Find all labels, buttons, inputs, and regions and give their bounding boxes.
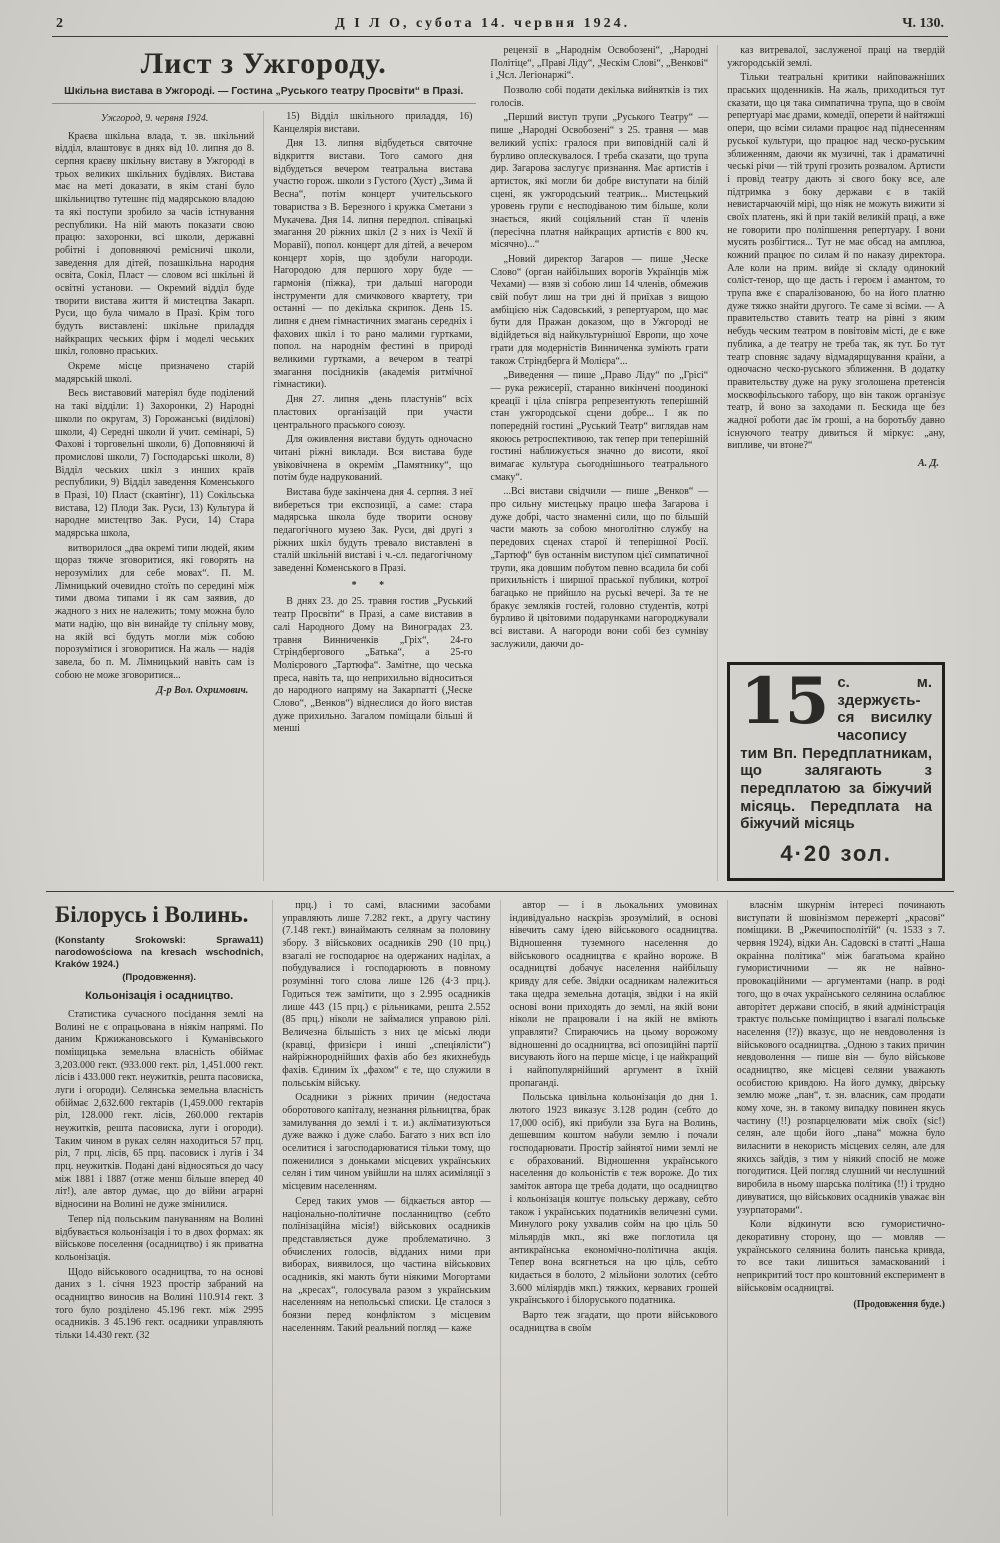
paragraph: Дня 13. липня відбудеться святочне відкриття вистави. Того самого дня відбудеться вечером театральна вистава участю горож. школи з Густого (Хуст) „Зима й Весна“, потім концерт учительського товариства з В. Березного і кружка Сметани з Мукачева. Дня 14. липня передпол. співацькі змагання 20 ріжних шкіл (2 з них із Чехії й Моравії), попол. концерт для дітей, а вечером концерт хорів, що здобули нагороди. Нагородою для першого хору буде — гармонія (піжка), три дальші нагороди інструменти для смичкового квартету, три останні — по декілька скрипок. День 15. липня є днем гімнастичних змагань середніх і фахових шкіл і то рано малими гуртками, попол. на народнім фестині в природі великими гуртками, а вечером в театрі змагання посідників (академія ритмічної гімнастики). [273, 138, 473, 391]
column-1-text [55, 131, 254, 683]
paragraph: Весь виставовий матеріял буде поділений на такі відділи: 1) Захоронки, 2) Народні школи по округам, 3) Горожанські (виділові) школи, 4) Середні школи й учит. семінарі, 5) Фахові і торговельні школи, 6) Доповняючі й промислові школи, 7) Господарські школи, 8) Відділ чеських шкіл з инших країв республики, 9) Відділ заведення Коменського в Празі, 10) Пласт (скавтінг), 11) Сокільська вистава, 12) Плоди Зак. Руси, 13) Культура й народне мистецтво Зак. Руси, 14) Стара мадярська школа, [55, 388, 255, 539]
paragraph: Для оживлення вистави будуть одночасно читані ріжні виклади. Вся вистава буде увіковічнена в окремім „Памятнику“, що потім буде надрукований. [273, 434, 473, 484]
paragraph: Тільки театральні критики найповажніших праських щоденників. На жаль, приходиться тут сказати, що ця така симпатична трупа, що в своїм репертуарі має драми, комедії, оперети й найтяжші опери, що всіми силами працює над піднесенням руської культури, що працює над ческо-руським зближенням, даючи як музичні, так і драматичні чеські річи — тій трупі грозить розвалом. Артисти і провід театру дають зі свого боку все, але підтримка з боку держави є в такій невистарчаючій мірі, що ніяк не можуть вижити зі своїх платень, які й при такій великій праці, а вже не говорити про поліпшення репертуару. І вони мусять розбігтися... Тут не має обсад на амплюа, кожний працює по силам й по наказу директора. Але коли на прим. вийде зі складу одинокий соліст-тенор, що ще дасть і героєм і амантом, то трупа вже є спаралізованою, бо на його платню дуже тяжко знайти другого. Те саме зі всіми. — А правительство ставить театр на рівні з яким небудь ческим театром в повітовім місті, де є вже публика, а де театру не треба так, як тут. Бо тут театр сповняє задачу відмадярщування країни, а одночасно ческо-руського зближення. В додатку правительству дуже на руку зголошена претенсія москвофільського табору, що він також організує театр, й воно за заходами п. Бескида ще без жадної роботи дає їм гроші, а на боротьбу давно існуючого театру дивиться й міркує: „ану, випливе, чи втоне?“ [727, 72, 945, 452]
paragraph: Польська цивільна кольонізація до дня 1. лютого 1923 виказує 3.128 родин (себто до 17,000 осіб), які прибули зза Буга на Волинь, дешевшим коштом набули землю і почали господарювати. Простір зайнятої ними землі не є обрахований. Відношення українського населення до кольоністів є теж вороже. До тих заміток автора ще треба додати, що осадництво і кольонізація коштує польську державу, себто також і українських податників величезні суми. Минулого року ухвалив сойм на цю ціль 50 мільярдів мкп., які вже поглотила ця антикраїнська економічно-політична акція. Тепер вона всягнеться на цю ціль, себто кидається в болото, 2 мільйони золотих (себто 3.600 міліярдів мкп.) тяжких, кервавих грошей українського і білоруського податника. [509, 1092, 718, 1307]
paragraph: Вистава буде закінчена дня 4. серпня. З неї вибереться три експозиції, а саме: стара мадярська школа буде творити основу педагогічного музею Зак. Руси, дві другі з ріжних шкіл будуть тревало виставлені в сталій шкільній виставі і ч.-сл. педагогічному заведенні Коменського в Празі. [273, 486, 473, 575]
volyn-ending-note: (Продовження буде.) [853, 1299, 945, 1311]
signature-okhrymovych: Д-р Вол. Охримович. [156, 685, 249, 697]
page-header [52, 16, 948, 37]
volyn-column-4-text [737, 900, 945, 1295]
paragraph: прц.) і то самі, власними засобами управляють лише 7.282 гект., а другу частину (7.148 гект.) винаймають селянам за половину збору. З військових осадників 290 (10 прц.) взагалі не господарює на одержаних наділах, а побудувалися і господарюють в повному розумінні того слова лише 126 (4·3 прц.). Годиться теж замітити, що з 2.995 осадників лише 443 (15 прц.) є рільниками, решта 2.552 (85 прц.) ніколи не займалися управою рілі. Величезна більшість з них це міські люди (кравці, фризієри і инші „спеціялісти“) найріжнороднійших фахів або без якихнебудь фахів. Єдиним їх „фахом“ є те, що служили в польськім війську. [282, 900, 491, 1089]
paragraph: Осадники з ріжних причин (недостача оборотового капіталу, незнання рільництва, брак замилування до землі і т. и.) аклїматизуються дуже важко і дуже слабо. Багато з них всп іло оселитися і загосподарюватися тільки тому, що поженилися з доньками місцевих українських селян і тим чином увійшли на шлях асиміляції з місцевим населенням. [282, 1092, 491, 1193]
article-uzhhorod [46, 45, 954, 881]
paragraph: каз витревалої, заслуженої праці на твердій ужгородській землі. [727, 45, 945, 69]
paragraph: В днях 23. до 25. травня гостив „Руський театр Просвіти“ в Празі, а саме виставив в салі Народного Дому на Виноградах 23. травня Винниченків „Гріх“, 24-го Стріндбергового „Батька“, а 25-го Молієрового „Тартюфа“. Замітне, що чеська преса, навіть та, що неприхильно відноситься до народного напряму на Закарпатті („Ческе Слово“, „Венков“) віднеслися до його вистав дуже прихильно. Загалом поміщали більші й менші [273, 596, 473, 735]
volyn-column-1 [46, 900, 272, 1516]
paragraph: Краєва шкільна влада, т. зв. шкільний відділ, влаштовує в днях від 10. липня до 8. серпня краєву шкільну виставу в Ужгороді в трьох великих шкільних будівлях. Вистава має на меті доказати, в якім стані було шкільництво тутешнє під мадярською владою та які поступи зробило за часів істнування республики. На ній мають показати свою працю: захоронки, всі школи, державні робітні і доповняючі ремісничі школи, заведення для дітей, позашкільна народня освіта, Сокіл, Пласт — словом всі шкільні й освітні установи. — Окремий відділ буде творити вистава життя й мистецтва Закарп. Руси, що була чимало в Празі. Крім того будуть виставлені: шкільне приладдя найкращих чеських фірм і моделі чеських шкіл, головно праських. [55, 130, 255, 358]
volyn-column-3-text [510, 900, 718, 1335]
paragraph: Статистика сучасного посідання землі на Волині не є опрацьована в ніякім напрямі. По даним Кржижановського і Куманівського поміщицька земельна власність обіймає 3,203.000 гект. (933.000 гект. ріл, 1,451.000 гект. лісів і 433.000 гект. неужитків, решта пасовиска, луги і огороди). Селянська земельна власність обіймає 2,632.600 гектарів (1,459.000 гектарів ріл, 128.000 гект. лісів, 260.000 гектарів неужитків, решта пасовиска, луги і огороди). Таким чином в руках селян находиться 57 прц. ріл, 7 прц. лісів, 65 прц. пасовиск і лугів і 34 прц. неужитків. Подані дані відносяться до часу між 1881 і 1887 (отже менш більше вперед 40 літ!), але автор думає, що до війни аграрні відносини на Волині не дуже змінилися. [55, 1008, 264, 1211]
section-divider-stars: * * [351, 579, 395, 591]
paragraph: 15) Відділ шкільного приладдя, 16) Канцелярія вистави. [273, 111, 473, 135]
paragraph: Окреме місце призначено старій мадярській школі. [55, 361, 255, 385]
column-4 [717, 45, 954, 881]
article-title: Лист з Ужгороду. [140, 47, 387, 80]
subscription-date-number: 15 [740, 663, 830, 739]
page-number: 2 [56, 16, 63, 31]
subscription-notice-text: с. м. здержується висилку часопису тим Вп. Передплатникам, що залягають з передплатою за біжучий місяць. Передплата на біжучий місяць [740, 673, 932, 833]
paragraph: витворилося „два окремі типи людей, яким щораз тяжче зговоритися, які говорять на нерозумілих для себе мовах“. П. М. Лімницький очевидно стоїть по середині між тими двома типами і як сам заявив, до жадного з них не належить; тому можна було мати надію, що він винайде ту спільну мову, на якій всі будуть могли між собою порозумітися і зговоритися. На жаль — надія завела, бо п. М. Лімницький навіть сам із собою не може зговоритися... [55, 542, 255, 681]
volyn-section-heading: Кольонізація і осадництво. [85, 989, 234, 1002]
volyn-column-4 [727, 900, 954, 1516]
article-volyn [46, 891, 954, 1516]
volyn-continuation-note: (Продовження). [122, 971, 196, 983]
article-uzhhorod-columns-left [46, 111, 482, 881]
volyn-column-2-text [282, 900, 490, 1335]
paragraph: автор — і в льокальних умовинах індивідуально наскрізь зрозумілий, в основі нівечить саму ідею військового осадництва. Відношення туземного населення до військового осадництва є крайно вороже. В осадництві добачує населення найбільшу кривду для себе. Звідки осадникам належиться така щедра земельна дотація, звідки і на якій основі вони приходять до землі, на якій вони ніколи не працювали і на якій не вміють управляти? Спираючись на цьому ворожому відношенні до осадництва, всі опозиційні партії висувають його на перше місце, і це найкращий і найпопулярнійший аргумент в їхній пропаганді. [509, 900, 718, 1089]
paragraph: Дня 27. липня „день пластунів“ всіх пластових організацій при участи центрального праського союзу. [273, 394, 473, 431]
paragraph: власнім шкурнім інтересі починають виступати й шовінізмом пережерті „красові“ поміщики. В „Ржечипосполітїй“ (ч. 1533 з 7. червня 1924), відки Ан. Садовскі в статті „Наша окраінна політика“ між багатьома крайно гумористичними — як не наївно-провокаційними — аргументами (напр. в роді того, що в очах українського селянина ослаблює авторітет держави спосіб, в який адміністрація трактує польське поміщицтво і взагалі польське населення (!?)) вказує, що не невдоволення із військового осадництва. „Одною з таких причин невдоволення — пише він — було військове осадництво, яке місцеві селяни уважають особистою кривдою. На його думку, двірську землю може „пан“, т. зн. власник, сам продати кому хоче, зн. в такому випадку повинен якусь частину (!!) розпарцелювати між своїх (sic!) селян, але щоби його „пана“ можна було виласнити в некористь місцевих селян, але для якихсь зайдів, з тим у ніякий спосіб не може погодитися. Цей погляд слушний чи неслушний виробила в ньому шарська політика (!!) і трудно дивуватися, що військових осадників уважає він узурпаторами“. [736, 900, 945, 1216]
column-3-text [491, 45, 709, 651]
volyn-source-note [55, 935, 263, 971]
paragraph: рецензії в „Народнім Освобозені“, „Народні Політіце“, „Праві Ліду“, „Ческім Слові“, „Венкові“ і „Чсл. Легіонаржі“. [490, 45, 709, 82]
masthead-title: Д І Л О, субота 14. червня 1924. [335, 16, 631, 31]
volyn-source-text: (Konstanty Srokowski: Sprawa narodowościowa na kresach wschodnich, Kraków 1924.) [55, 935, 264, 970]
column-2 [263, 111, 481, 881]
column-1 [46, 111, 263, 881]
paragraph: Щодо військового осадництва, то на основі даних з 1. січня 1923 простір забраний на осадництво виносив на Волині 110.914 гект. З того було розділено 45.196 гект. між 2995 осадників. З 45.196 гект. осадники управляють тільки 14.430 гект. (32 [55, 1266, 264, 1342]
volyn-title: Білорусь і Волинь. [55, 902, 249, 927]
volyn-part-number: 11) [250, 935, 264, 947]
paragraph: Варто теж згадати, що проти військового осадництва в своїм [509, 1310, 718, 1334]
paragraph: Тепер під польським пануванням на Волині відбувається кольонізація і то в двох формах: як військове поселення (осадництво) і як приватна кольонізація. [55, 1213, 264, 1263]
paragraph: ...Всі вистави свідчили — пише „Венков“ — про сильну мистецьку працю шефа Загарова і дуже добрі, часто знаменні сили, що по більшій части мають за собою многолітню службу на передових сценах старої й теперішної Росії. „Тартюф“ був останнім виступом цієї симпатичної трупи, яка довшим побутом певно всадила би собі прихильність і ширшої праської публики, котрої багацько не прийшло на руські вечері. За те не бракує земляків гостей, головно студентів, котрі бурливо й цвітовими подарунками нагороджували всі вистави. А нагороди вони собі без сумніву заслужили, даючи до- [490, 486, 709, 650]
paragraph: Позволю собі подати декілька вийнятків із тих голосів. [490, 85, 709, 109]
volyn-column-3 [500, 900, 727, 1516]
paragraph: „Перший виступ трупи „Руського Театру“ — пише „Народні Освобозені“ з 25. травня — мав великий успіх: гралося при виповідній салі й бурливо оплескувалося. І треба сказати, що трупа дир. Загарова заслугує признання. Має артистів і артисток, які могли би добре виступати на білій сцені, як ужгородський театрик... Мистецький уровень групи є несподіваною тим більше, коли знається, який соціяльний стан її членів (пересічна платня найкращих артистів є 800 кч. місячно)...“ [490, 112, 709, 251]
subscription-notice-box [727, 662, 945, 881]
issue-number: Ч. 130. [902, 16, 944, 31]
paragraph: Серед таких умов — бідкається автор — національно-політичне посланництво (себто полїнізаційна місія!) військових осадників представляється дуже проблематично. З обчислених голосів, відданих ними при виборах, виявилося, що частина військових осадників, які мають бути ніякими Могортами на „кресах“, голосувала разом з українським населенням на непольські списки. Це сталося з боязни перед конфліктом з місцевим населенням. Такий реальний погляд — каже [282, 1195, 491, 1334]
article-uzhhorod-head-and-columns [46, 45, 482, 881]
column-2-text-b [273, 596, 472, 736]
article-subtitle: Шкільна вистава в Ужгороді. — Гостина „Руського театру Просвіти“ в Празі. [52, 85, 476, 104]
volyn-column-2 [272, 900, 499, 1516]
column-3 [482, 45, 718, 881]
paragraph: Коли відкинути всю гумористично-декоративну сторону, що — мовляв — українського селянина болить панська кривда, то все таки лишиться замаскований і неприкритий тост про коштовний експеримент в військовім осадництві. [736, 1219, 945, 1294]
column-4-text [727, 45, 945, 455]
dateline: Ужгород, 9. червня 1924. [100, 113, 209, 124]
subscription-price: 4·20 зол. [780, 841, 892, 867]
volyn-column-1-text [55, 1009, 263, 1343]
paragraph: „Виведення — пише „Право Ліду“ по „Грісі“ — рука режисерії, старанно викінчені поодинокі креації і ціла співгра репрезентують теперішній стан ужгородської сцени добре... І як по попередній гостині „Руський Театр“ виглядав нам якоюсь ретроспективою, так тепер при теперішній гостині наближується значно до висоти, якої вимагає культура сьогоднішнього театрального смаку“. [490, 370, 709, 483]
signature-a-d: А. Д. [917, 458, 939, 469]
column-2-text-a [273, 111, 472, 576]
paragraph: „Новий директор Загаров — пише „Ческе Слово“ (орган найбільших ворогів Українців між Чехами) — взяв зі собою лиш 14 членів, обмежив свій побут лиш на три дні й приїхав з вищою амбіцією ніж Садовський, з репертуаром, що має бути для Пражан доказом, що в Ужгороді не відійдеться від найкультурнішої Европи, що хоче грати для модерністів Винниченка зуміють грати також Стріндберга й Молієра“... [490, 254, 709, 367]
